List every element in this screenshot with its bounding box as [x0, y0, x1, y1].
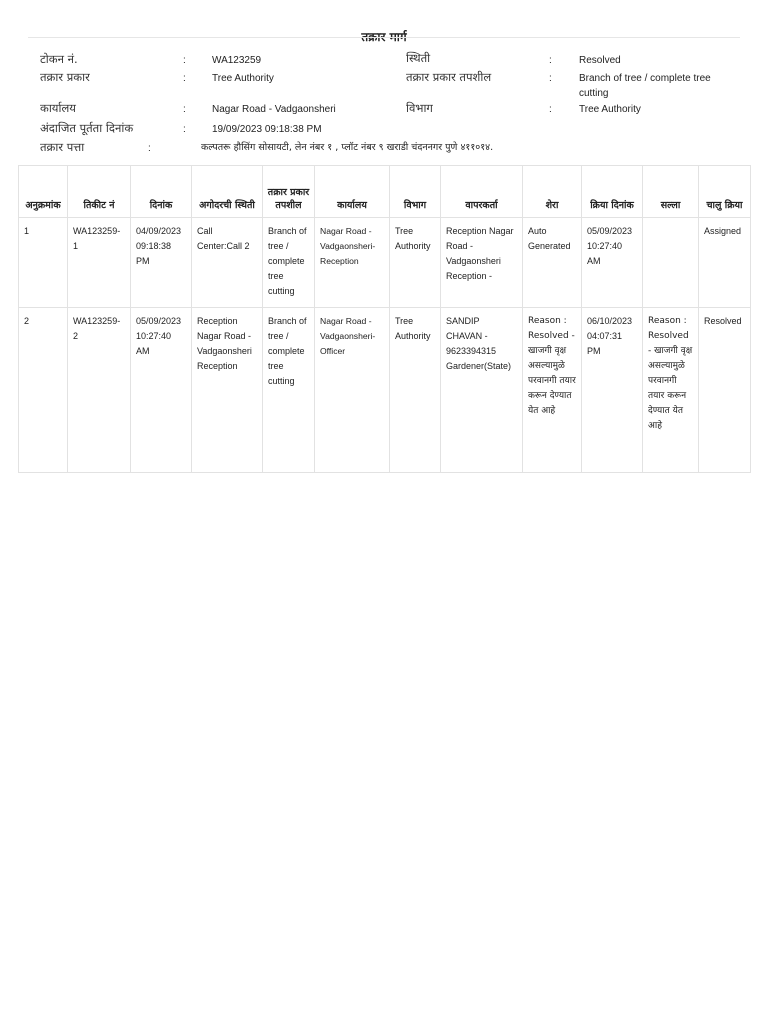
token-colon: :	[183, 55, 186, 66]
office-value: Nagar Road - Vadgaonsheri	[212, 104, 336, 115]
cell-remark: Auto Generated	[523, 218, 582, 308]
address-colon: :	[148, 143, 151, 154]
token-value: WA123259	[212, 55, 262, 66]
address-label: तक्रार पत्ता	[40, 140, 85, 154]
title-divider	[28, 37, 740, 38]
table-row	[19, 218, 751, 308]
cell-office: Nagar Road - Vadgaonsheri-Officer	[315, 308, 390, 473]
col-header-department: विभाग	[390, 166, 441, 218]
type-detail-colon: :	[549, 73, 552, 84]
status-value: Resolved	[579, 55, 621, 66]
col-header-serial: अनुक्रमांक	[19, 166, 68, 218]
type-colon: :	[183, 73, 186, 84]
cell-department: Tree Authority	[390, 218, 441, 308]
col-header-advice: सल्ला	[643, 166, 699, 218]
cell-action-date: 06/10/2023 04:07:31 PM	[582, 308, 643, 473]
col-header-previous-status: अगोदरची स्थिती	[192, 166, 263, 218]
cell-office: Nagar Road - Vadgaonsheri-Reception	[315, 218, 390, 308]
office-colon: :	[183, 104, 186, 115]
estimated-date-value: 19/09/2023 09:18:38 PM	[212, 124, 322, 135]
type-label: तक्रार प्रकार	[40, 70, 90, 84]
cell-advice: Reason : Resolved - खाजगी वृक्ष असल्यामुळे परवानगी तयार करून देण्यात येत आहे	[643, 308, 699, 473]
cell-action-date: 05/09/2023 10:27:40 AM	[582, 218, 643, 308]
estimated-date-colon: :	[183, 124, 186, 135]
col-header-action-date: क्रिया दिनांक	[582, 166, 643, 218]
cell-user: Reception Nagar Road - Vadgaonsheri Reception -	[441, 218, 523, 308]
col-header-user: वापरकर्ता	[441, 166, 523, 218]
type-value: Tree Authority	[212, 73, 274, 84]
department-value: Tree Authority	[579, 104, 641, 115]
cell-serial: 1	[19, 218, 68, 308]
department-label: विभाग	[406, 101, 433, 115]
cell-ticket: WA123259-1	[68, 218, 131, 308]
cell-serial: 2	[19, 308, 68, 473]
col-header-type-detail: तक्रार प्रकार तपशील	[263, 166, 315, 218]
col-header-office: कार्यालय	[315, 166, 390, 218]
cell-date: 05/09/2023 10:27:40 AM	[131, 308, 192, 473]
cell-advice	[643, 218, 699, 308]
cell-type-detail: Branch of tree / complete tree cutting	[263, 218, 315, 308]
status-label: स्थिती	[406, 51, 431, 65]
type-detail-value: Branch of tree / complete tree cutting	[579, 73, 711, 99]
col-header-ticket: तिकीट नं	[68, 166, 131, 218]
cell-current-action: Resolved	[699, 308, 751, 473]
col-header-date: दिनांक	[131, 166, 192, 218]
cell-ticket: WA123259-2	[68, 308, 131, 473]
complaint-history-table	[18, 165, 751, 473]
cell-remark: Reason : Resolved - खाजगी वृक्ष असल्यामुळे परवानगी तयार करून देण्यात येत आहे	[523, 308, 582, 473]
department-colon: :	[549, 104, 552, 115]
cell-previous-status: Reception Nagar Road - Vadgaonsheri Reception	[192, 308, 263, 473]
type-detail-label: तक्रार प्रकार तपशील	[406, 70, 492, 84]
table-header-row	[19, 166, 751, 218]
col-header-remark: शेरा	[523, 166, 582, 218]
cell-department: Tree Authority	[390, 308, 441, 473]
cell-user: SANDIP CHAVAN - 9623394315 Gardener(State)	[441, 308, 523, 473]
token-label: टोकन नं.	[40, 52, 78, 66]
cell-previous-status: Call Center:Call 2	[192, 218, 263, 308]
col-header-current-action: चालु क्रिया	[699, 166, 751, 218]
cell-date: 04/09/2023 09:18:38 PM	[131, 218, 192, 308]
status-colon: :	[549, 55, 552, 66]
cell-current-action: Assigned	[699, 218, 751, 308]
estimated-date-label: अंदाजित पूर्तता दिनांक	[40, 121, 134, 135]
table-row	[19, 308, 751, 473]
page-title: तक्रार मार्ग	[361, 30, 407, 44]
address-value: कल्पतरू हौसिंग सोसायटी, लेन नंबर १ , प्लॉट नंबर ९ खराडी चंदननगर पुणे ४११०१४.	[201, 142, 494, 153]
cell-type-detail: Branch of tree / complete tree cutting	[263, 308, 315, 473]
office-label: कार्यालय	[40, 101, 76, 115]
